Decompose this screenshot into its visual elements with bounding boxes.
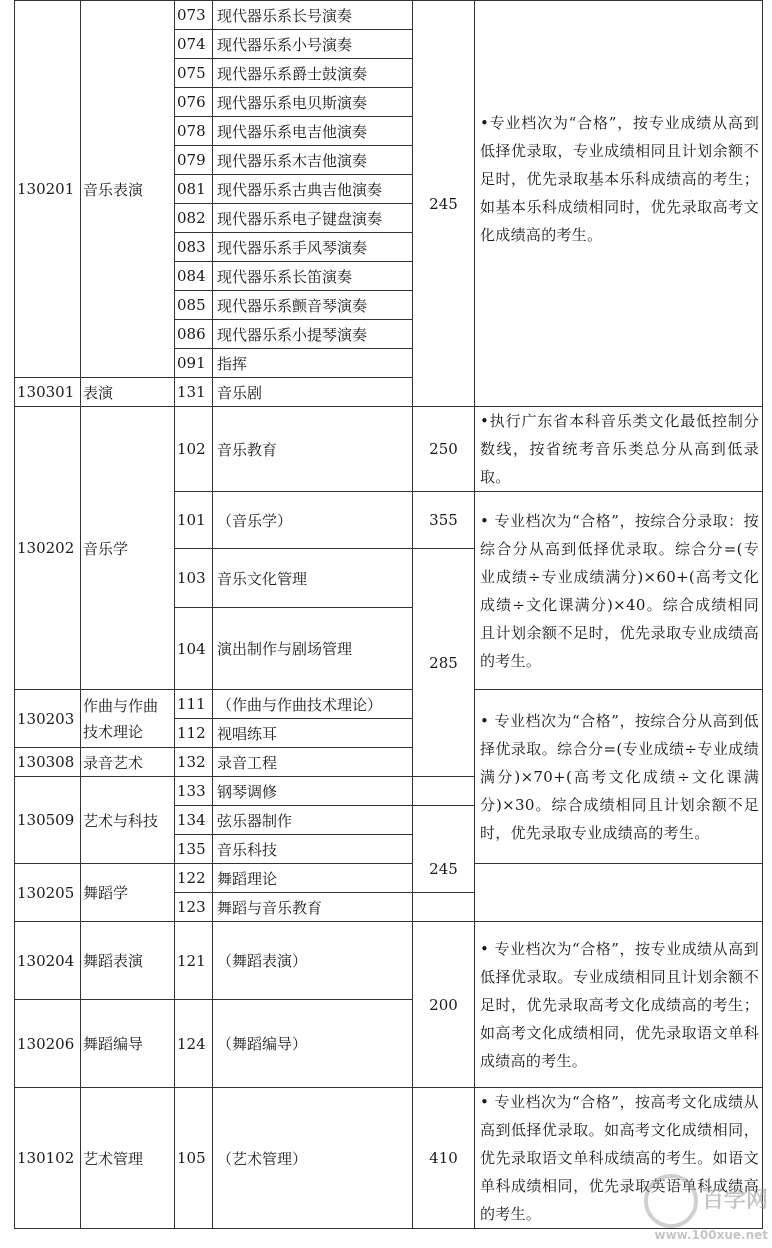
direction-code: 091 — [175, 349, 213, 378]
direction-name: 音乐教育 — [213, 407, 413, 492]
direction-code: 132 — [175, 748, 213, 777]
direction-name: 现代器乐系长号演奏 — [213, 1, 413, 30]
direction-code: 073 — [175, 1, 213, 30]
admission-rule: • 专业档次为“合格”，按专业成绩从高到低择优录取。专业成绩相同且计划余额不足时，优先录取高考文化成绩高的考生；如高考文化成绩相同，优先录取语文单科成绩高的考生。 — [475, 922, 763, 1088]
direction-code: 111 — [175, 690, 213, 719]
direction-name: 现代器乐系颤音琴演奏 — [213, 291, 413, 320]
major-name: 音乐表演 — [81, 1, 175, 378]
direction-name: （艺术管理） — [213, 1088, 413, 1229]
table-row — [15, 864, 763, 893]
direction-code: 083 — [175, 233, 213, 262]
direction-name: 现代器乐系小号演奏 — [213, 30, 413, 59]
direction-code: 104 — [175, 608, 213, 690]
watermark-logo-icon — [644, 1174, 698, 1228]
major-name: 艺术管理 — [81, 1088, 175, 1229]
direction-code: 103 — [175, 549, 213, 608]
direction-code: 112 — [175, 719, 213, 748]
major-name: 音乐学 — [81, 407, 175, 690]
direction-name: 舞蹈理论 — [213, 864, 413, 893]
direction-name: （舞蹈表演） — [213, 922, 413, 1000]
direction-name: 音乐文化管理 — [213, 549, 413, 608]
direction-name: 音乐剧 — [213, 378, 413, 407]
direction-name: （音乐学） — [213, 492, 413, 549]
plan-quota: 245 — [413, 1, 475, 407]
major-code: 130301 — [15, 378, 81, 407]
direction-name: 指挥 — [213, 349, 413, 378]
direction-name: 弦乐器制作 — [213, 806, 413, 835]
major-code: 130206 — [15, 1000, 81, 1088]
direction-code: 102 — [175, 407, 213, 492]
direction-code: 124 — [175, 1000, 213, 1088]
direction-code: 085 — [175, 291, 213, 320]
direction-name: （作曲与作曲技术理论） — [213, 690, 413, 719]
major-name: 舞蹈编导 — [81, 1000, 175, 1088]
direction-code: 105 — [175, 1088, 213, 1229]
table-row — [15, 407, 763, 492]
plan-quota: 250 — [413, 407, 475, 492]
direction-name: 现代器乐系手风琴演奏 — [213, 233, 413, 262]
major-code: 130102 — [15, 1088, 81, 1229]
direction-code: 075 — [175, 59, 213, 88]
plan-quota: 285 — [413, 549, 475, 777]
major-name: 舞蹈表演 — [81, 922, 175, 1000]
watermark-brand: 百学网 — [701, 1188, 768, 1213]
direction-code: 078 — [175, 117, 213, 146]
admission-rule: •执行广东省本科音乐类文化最低控制分数线，按省统考音乐类总分从高到低录取。 — [475, 407, 763, 492]
admission-rule: • 专业档次为“合格”，按综合分录取：按综合分从高到低择优录取。综合分=(专业成绩÷专业成绩满分)×60+(高考文化成绩÷文化课满分)×40。综合成绩相同且计划余额不足时，优先录取专业成绩高的考生。 — [475, 492, 763, 690]
direction-code: 133 — [175, 777, 213, 806]
direction-code: 135 — [175, 835, 213, 864]
admission-rule-blank — [475, 864, 763, 922]
plan-quota: 355 — [413, 492, 475, 549]
major-name: 录音艺术 — [81, 748, 175, 777]
direction-name: 现代器乐系小提琴演奏 — [213, 320, 413, 349]
direction-code: 079 — [175, 146, 213, 175]
direction-code: 123 — [175, 893, 213, 922]
direction-code: 074 — [175, 30, 213, 59]
table-row — [15, 690, 763, 719]
direction-name: 现代器乐系电子键盘演奏 — [213, 204, 413, 233]
direction-name: 现代器乐系电吉他演奏 — [213, 117, 413, 146]
direction-name: 现代器乐系木吉他演奏 — [213, 146, 413, 175]
major-code: 130308 — [15, 748, 81, 777]
plan-quota: 200 — [413, 922, 475, 1088]
admission-rule: • 专业档次为“合格”，按综合分从高到低择优录取。综合分=(专业成绩÷专业成绩满分)×70+(高考文化成绩÷文化课满分)×30。综合成绩相同且计划余额不足时，优先录取专业成绩高的考生。 — [475, 690, 763, 864]
watermark — [644, 1174, 768, 1242]
direction-name: 录音工程 — [213, 748, 413, 777]
direction-name: 视唱练耳 — [213, 719, 413, 748]
major-name: 作曲与作曲技术理论 — [81, 690, 175, 748]
direction-name: 现代器乐系爵士鼓演奏 — [213, 59, 413, 88]
admission-table — [14, 0, 763, 1229]
direction-name: 舞蹈与音乐教育 — [213, 893, 413, 922]
direction-code: 081 — [175, 175, 213, 204]
major-code: 130204 — [15, 922, 81, 1000]
admission-rule: •专业档次为“合格”，按专业成绩从高到低择优录取，专业成绩相同且计划余额不足时，优先录取基本乐科成绩高的考生；如基本乐科成绩相同时，优先录取高考文化成绩高的考生。 — [475, 1, 763, 407]
table-row — [15, 922, 763, 1000]
major-code: 130201 — [15, 1, 81, 378]
plan-quota: 410 — [413, 1088, 475, 1229]
admission-rule: • 专业档次为“合格”，按高考文化成绩从高到低择优录取。如高考文化成绩相同，优先录取语文单科成绩高的考生。如语文单科成绩相同，优先录取英语单科成绩高的考生。 — [475, 1088, 763, 1229]
major-name: 舞蹈学 — [81, 864, 175, 922]
plan-quota: 245 — [413, 806, 475, 893]
direction-name: （舞蹈编导） — [213, 1000, 413, 1088]
major-name: 艺术与科技 — [81, 777, 175, 864]
direction-code: 121 — [175, 922, 213, 1000]
watermark-site: www.100xue.net — [654, 1228, 768, 1242]
direction-name: 现代器乐系古典吉他演奏 — [213, 175, 413, 204]
direction-name: 现代器乐系电贝斯演奏 — [213, 88, 413, 117]
major-code: 130205 — [15, 864, 81, 922]
direction-code: 076 — [175, 88, 213, 117]
direction-code: 134 — [175, 806, 213, 835]
direction-code: 084 — [175, 262, 213, 291]
direction-code: 082 — [175, 204, 213, 233]
direction-code: 086 — [175, 320, 213, 349]
table-row — [15, 1, 763, 30]
direction-code: 131 — [175, 378, 213, 407]
major-code: 130509 — [15, 777, 81, 864]
direction-code: 122 — [175, 864, 213, 893]
direction-name: 现代器乐系长笛演奏 — [213, 262, 413, 291]
direction-code: 101 — [175, 492, 213, 549]
major-code: 130203 — [15, 690, 81, 748]
major-name: 表演 — [81, 378, 175, 407]
direction-name: 演出制作与剧场管理 — [213, 608, 413, 690]
direction-name: 音乐科技 — [213, 835, 413, 864]
direction-name: 钢琴调修 — [213, 777, 413, 806]
major-code: 130202 — [15, 407, 81, 690]
